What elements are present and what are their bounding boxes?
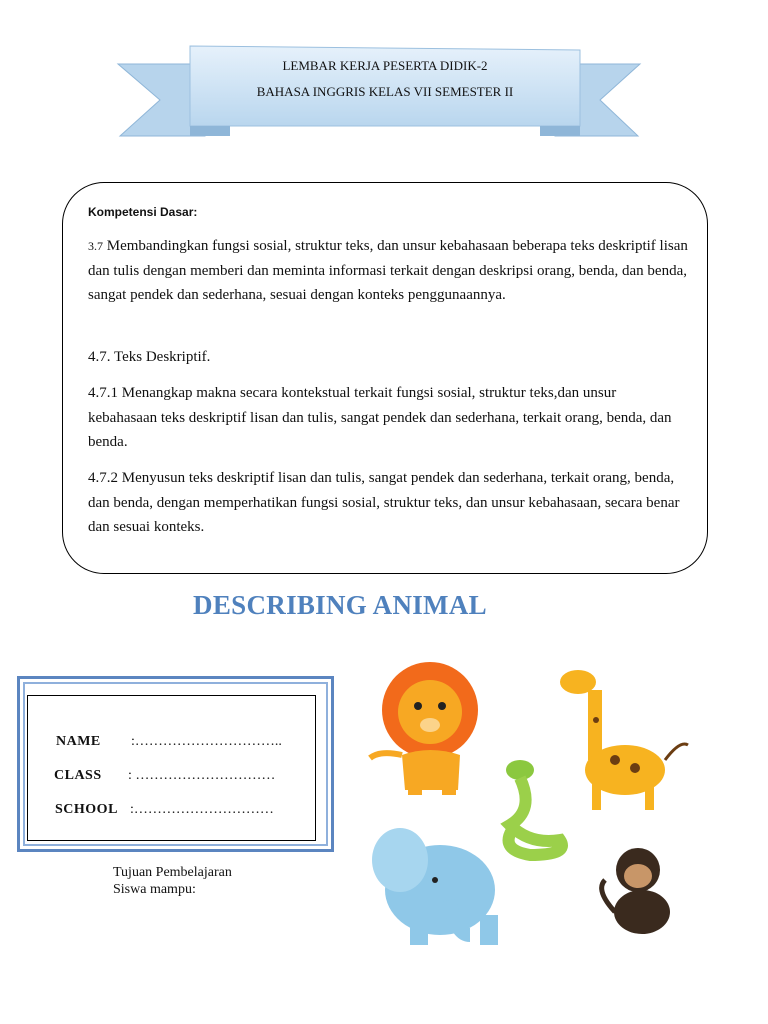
elephant-icon xyxy=(372,828,498,945)
snake-icon xyxy=(506,760,562,855)
name-label: NAME xyxy=(56,734,101,749)
tujuan-heading: Tujuan Pembelajaran xyxy=(113,865,232,880)
banner-line-2: BAHASA INGGRIS KELAS VII SEMESTER II xyxy=(256,84,514,99)
name-field[interactable]: :………………………….. xyxy=(131,734,282,749)
lion-icon xyxy=(370,662,478,795)
page-title: DESCRIBING ANIMAL xyxy=(193,590,487,620)
school-label: SCHOOL xyxy=(55,802,118,817)
animals-illustration xyxy=(360,650,700,950)
tujuan-intro: Siswa mampu: xyxy=(113,882,196,897)
kd-4-7: 4.7. Teks Deskriptif. xyxy=(88,349,211,365)
kd-4-7-1: 4.7.1 Menangkap makna secara kontekstual terkait fungsi sosial, struktur teks,dan unsur kebahasaan teks deskriptif lisan dan tulis, sangat pendek dan sederhana, terkait orang, benda, dan benda. xyxy=(88,385,672,450)
banner-line-1: LEMBAR KERJA PESERTA DIDIK-2 xyxy=(282,58,488,73)
class-field[interactable]: : ………………………… xyxy=(128,768,276,783)
kd-4-7-2: 4.7.2 Menyusun teks deskriptif lisan dan tulis, sangat pendek dan sederhana, terkait orang, benda, dan benda, dengan memperhatikan fungsi sosial, struktur teks, dan unsur kebahasaan, secara benar dan sesuai konteks. xyxy=(88,470,680,535)
kd-3-7-number: 3.7 xyxy=(88,239,103,253)
monkey-icon xyxy=(602,848,670,934)
kd-3-7 xyxy=(88,234,688,308)
kompetensi-heading: Kompetensi Dasar: xyxy=(88,205,198,219)
class-label: CLASS xyxy=(54,768,102,783)
kd-3-7-text: Membandingkan fungsi sosial, struktur teks, dan unsur kebahasaan beberapa teks deskriptif lisan dan tulis dengan memberi dan meminta informasi terkait dengan deskripsi orang, benda, dan benda, sangat pendek dan sederhana, sesuai dengan konteks penggunaannya. xyxy=(88,238,688,303)
school-field[interactable]: :………………………… xyxy=(130,802,274,817)
giraffe-icon xyxy=(560,670,688,810)
